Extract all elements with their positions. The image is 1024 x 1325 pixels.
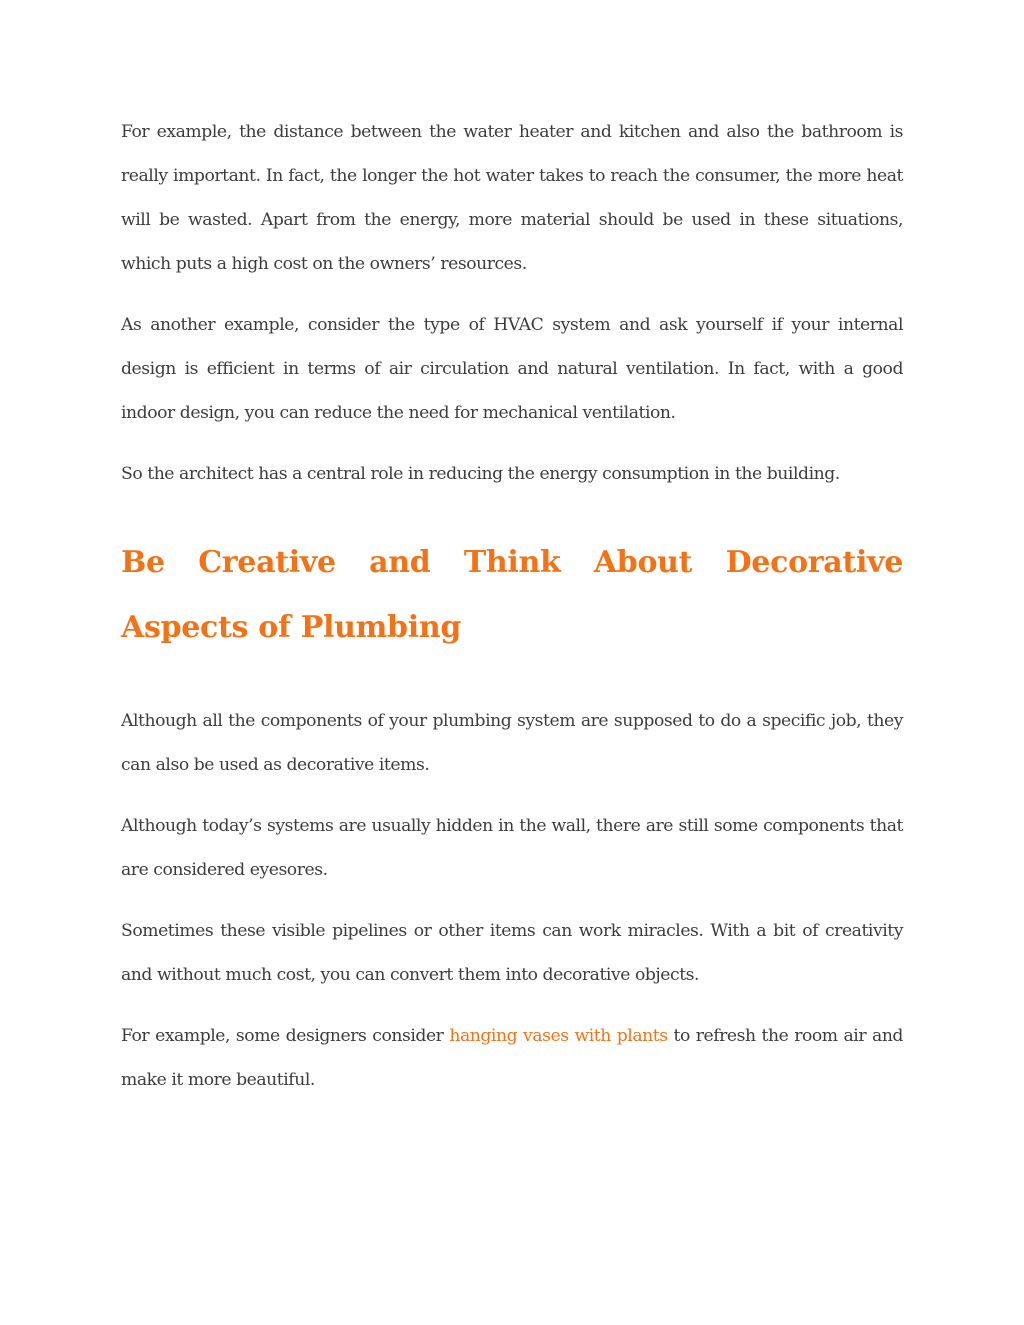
paragraph-text-before-link: For example, some designers consider	[121, 1026, 450, 1046]
paragraph-with-link	[121, 1014, 903, 1102]
paragraph: For example, the distance between the water heater and kitchen and also the bathroom is really important. In fact, the longer the hot water takes to reach the consumer, the more heat will be wasted. Apart from the energy, more material should be used in these situations, which puts a high cost on the owners’ resources.	[121, 122, 903, 274]
paragraph: Sometimes these visible pipelines or other items can work miracles. With a bit of creativity and without much cost, you can convert them into decorative objects.	[121, 921, 903, 985]
section-heading: Be Creative and Think About Decorative Aspects of Plumbing	[121, 545, 903, 645]
paragraph: Although today’s systems are usually hidden in the wall, there are still some components that are considered eyesores.	[121, 816, 903, 880]
hanging-vases-link[interactable]: hanging vases with plants	[449, 1026, 668, 1046]
paragraph: As another example, consider the type of HVAC system and ask yourself if your internal design is efficient in terms of air circulation and natural ventilation. In fact, with a good indoor design, you can reduce the need for mechanical ventilation.	[121, 315, 903, 423]
paragraph: Although all the components of your plumbing system are supposed to do a specific job, they can also be used as decorative items.	[121, 711, 903, 775]
document-page	[121, 110, 903, 1119]
paragraph-text-after-link: to refresh the room air and make it more beautiful.	[121, 1026, 903, 1090]
paragraph: So the architect has a central role in reducing the energy consumption in the building.	[121, 464, 840, 484]
